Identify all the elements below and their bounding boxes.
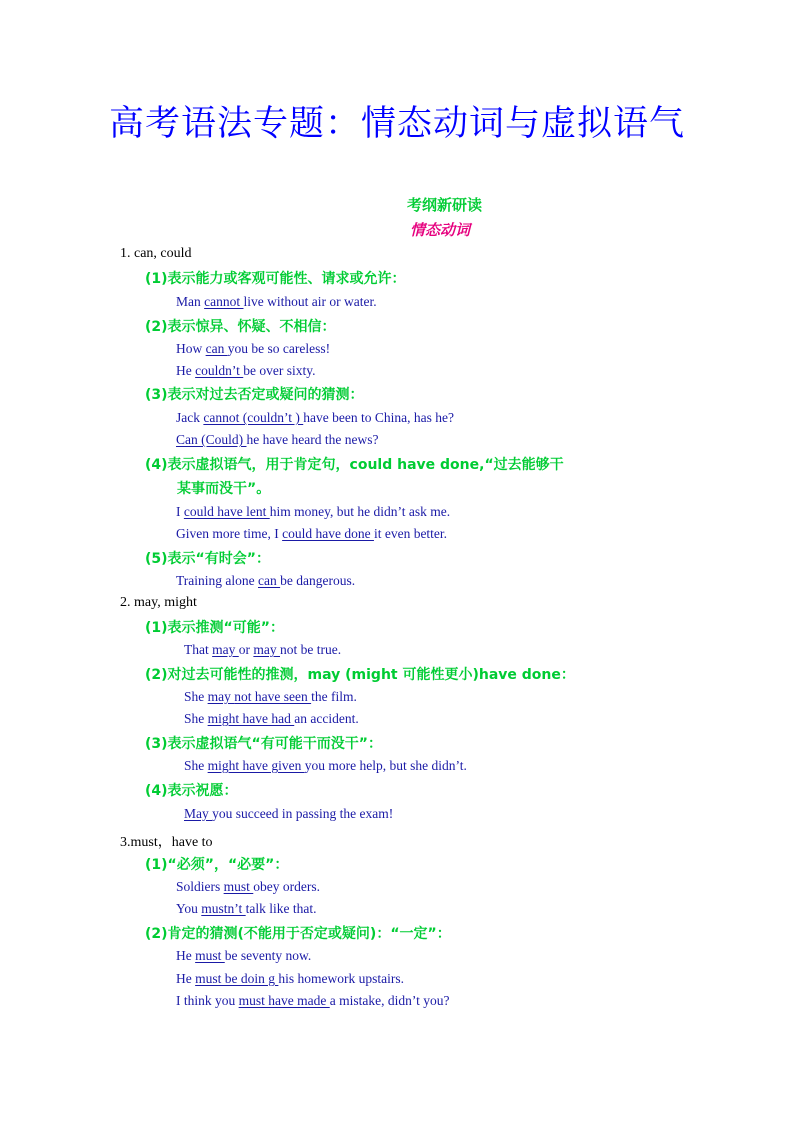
usage-heading-cont: 某事而没干”。 [177,481,271,497]
example-sentence: She may not have seen the film. [184,689,357,704]
topic-heading: 3.must，have to [120,835,213,850]
example-sentence: How can you be so careless! [176,341,331,356]
usage-heading: (1)“必须”，“必要”： [145,857,289,873]
usage-heading: (4)表示祝愿： [145,783,238,799]
example-sentence: Training alone can be dangerous. [176,573,356,588]
usage-heading: (4)表示虚拟语气，用于肯定句，could have done,“过去能够干 [145,457,564,473]
topic-heading: 2. may, might [120,595,197,610]
example-sentence: He must be doin g his homework upstairs. [176,971,404,986]
example-sentence: He couldn’t be over sixty. [176,363,316,378]
page-title: 高考语法专题：情态动词与虚拟语气 [108,104,685,144]
usage-heading: (2)肯定的猜测(不能用于否定或疑问)：“一定”： [145,926,451,942]
example-sentence: I think you must have made a mistake, didn’t you? [176,993,450,1008]
example-sentence: I could have lent him money, but he didn’t ask me. [176,504,451,519]
usage-heading: (2)对过去可能性的推测，may (might 可能性更小)have done： [145,667,575,683]
example-sentence: Given more time, I could have done it even better. [176,526,448,541]
usage-heading: (3)表示虚拟语气“有可能干而没干”： [145,736,382,752]
usage-heading: (2)表示惊异、怀疑、不相信： [145,319,336,335]
section-heading: 考纲新研读 [407,196,483,214]
usage-heading: (1)表示能力或客观可能性、请求或允许： [145,271,406,287]
usage-heading: (1)表示推测“可能”： [145,620,284,636]
example-sentence: May you succeed in passing the exam! [184,806,394,821]
usage-heading: (3)表示对过去否定或疑问的猜测： [145,387,364,403]
usage-heading: (5)表示“有时会”： [145,551,270,567]
example-sentence: She might have given you more help, but she didn’t. [184,758,467,773]
section-subtitle: 情态动词 [410,221,471,239]
example-sentence: Man cannot live without air or water. [176,294,377,309]
example-sentence: Can (Could) he have heard the news? [176,432,379,447]
example-sentence: That may or may not be true. [184,642,342,657]
topic-heading: 1. can, could [120,246,192,261]
example-sentence: She might have had an accident. [184,711,359,726]
example-sentence: Jack cannot (couldn’t ) have been to China, has he? [176,410,454,425]
example-sentence: He must be seventy now. [176,948,312,963]
example-sentence: Soldiers must obey orders. [176,879,321,894]
example-sentence: You mustn’t talk like that. [176,901,317,916]
